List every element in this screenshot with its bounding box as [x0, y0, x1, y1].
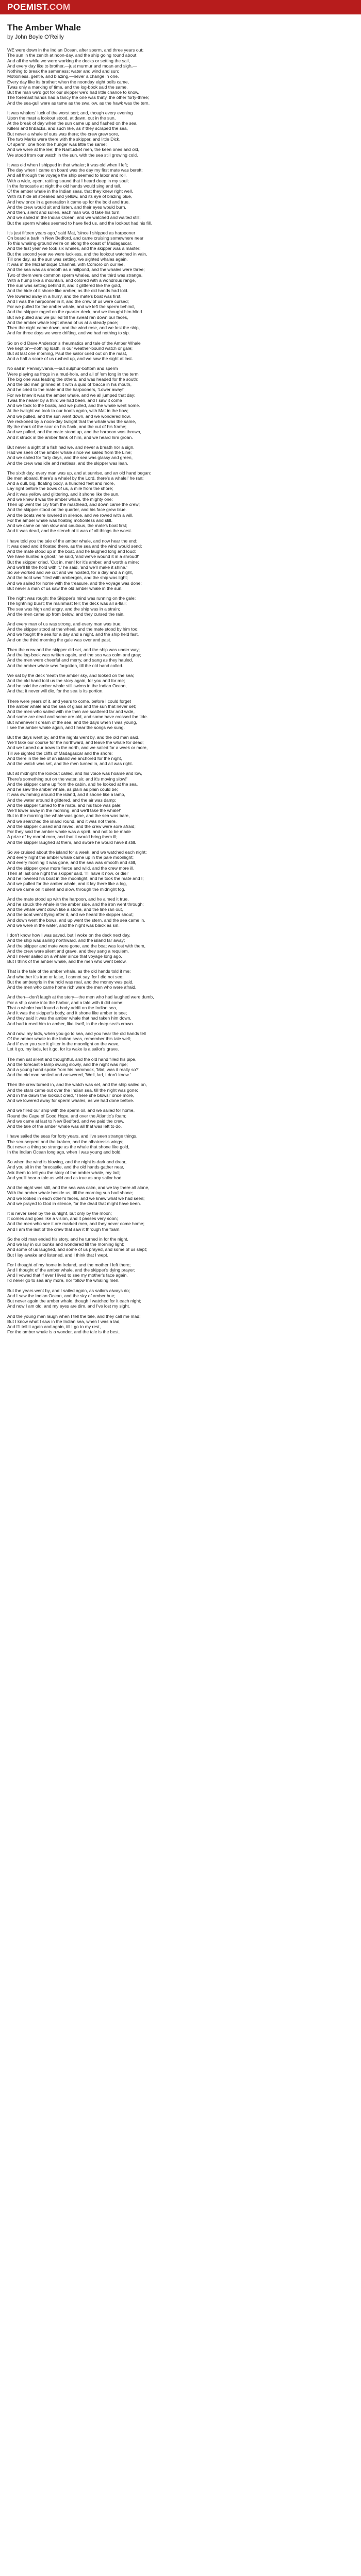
poem-line: And I was the harpooner in it, and the crew of us were cursed;: [7, 298, 129, 304]
poem-line: But never a man of us saw the old amber whale in the sun.: [7, 585, 123, 591]
poem-line: But I know what I saw in the Indian sea, when I was a lad;: [7, 1318, 121, 1324]
poem-line: By the mark of the scar on his flank, and the cut of his frame;: [7, 424, 127, 430]
poem-line: And the stars came out over the Indian sea, till the night was gone;: [7, 1087, 138, 1093]
stanza: [7, 621, 354, 642]
poem-line: Of sperm, one from the hunger was little the same;: [7, 142, 107, 147]
poem-line: And we came on it silent and slow, through the midnight fog.: [7, 886, 125, 892]
poem-line: But the ambergris in the hold was real, and the money was paid,: [7, 979, 134, 985]
poem-line: And the hold was filled with ambergris, and the ship was light;: [7, 575, 128, 581]
poem-line: And the crew were silent and grave, and they sang a requiem.: [7, 948, 129, 954]
poem-line: It was whalers' luck of the worst sort; and, though every evening: [7, 110, 133, 115]
poem-line: And we prayed to God in silence, for the dead that might have been.: [7, 1200, 141, 1206]
poem-line: For the amber whale is a wonder, and the tale is the best.: [7, 1329, 120, 1335]
poem-line: And we came on him slow and cautious, the mate's boat first;: [7, 523, 127, 529]
poem-line: We kept on—nothing loath, in our weather-bound watch or gale;: [7, 345, 133, 351]
poem-line: The sun was setting behind it, and it glittered like the gold,: [7, 283, 121, 289]
logo-suffix: .COM: [46, 2, 71, 12]
poem-line: And the tale of the amber whale was all that was left to do.: [7, 1124, 122, 1129]
poem-line: And it was yellow and glittering, and it shone like the sun,: [7, 491, 120, 497]
poem-line: And the night was still, and the sea was calm, and we lay there all alone,: [7, 1185, 150, 1191]
poem-line: I have sailed the seas for forty years, and I've seen strange things,: [7, 1133, 138, 1139]
poem-line: Every day like its brother: when the noonday eight bells came,: [7, 79, 129, 84]
poem-line: The lightning burst; the mainmast fell; the deck was all a-flail;: [7, 601, 127, 606]
poem-line: And the men came up from below, and they cursed the rain.: [7, 611, 125, 617]
poem-line: It was swimming around the island, and it shone like a lamp,: [7, 792, 125, 798]
poem-line: And we pulled for the amber whale, and it lay there like a log,: [7, 881, 127, 887]
poem-line: And then—don't laugh at the story—the men who had laughed were dumb,: [7, 994, 154, 1000]
poem-line: It was dead and it floated there, as the sea and the wind would send;: [7, 543, 142, 549]
poem-line: And the young men laugh when I tell the tale, and they call me mad;: [7, 1313, 141, 1319]
poem-line: There's something out on the water, sir, and it's moving slow!': [7, 776, 127, 782]
poem-line: And we filled our ship with the sperm oil, and we sailed for home,: [7, 1108, 135, 1113]
poem-line: Round the Cape of Good Hope, and over the Atlantic's foam;: [7, 1113, 126, 1118]
poem-line: Motionless, gentle, and blazing,—never a change in one.: [7, 74, 119, 79]
poem-line: But the days went by, and the nights went by, and the old man said,: [7, 734, 140, 740]
stanza: [7, 1133, 354, 1155]
poem-line: Then the crew and the skipper did set, and the ship was under way;: [7, 647, 140, 652]
poem-line: And you sit in the forecastle, and the old hands gather near,: [7, 1164, 124, 1170]
poem-line: That a whaler had found a body adrift on the Indian sea,: [7, 1005, 118, 1010]
poem-line: And we turned our bows to the north, and we sailed for a week or more,: [7, 745, 148, 751]
poem-line: Ask them to tell you the story of the amber whale, my lad;: [7, 1170, 120, 1175]
poem-line: And the mate stood up with the harpoon, and he aimed it true,: [7, 896, 129, 902]
poem-line: And we knew it was the amber whale, the mighty one;: [7, 496, 113, 502]
stanza: [7, 1185, 354, 1206]
poem-line: And we pulled, and the sun went down, and we wondered how.: [7, 413, 131, 419]
poem-line: We stood from our watch in the sun, with the sea still growing cold.: [7, 152, 138, 158]
poem-line: And the hide of it shone like amber, as the old hands had told.: [7, 288, 129, 294]
site-logo[interactable]: [7, 2, 70, 12]
stanza: [7, 933, 354, 964]
author-prefix: by: [7, 34, 13, 40]
poem-line: But whenever I dream of the sea, and the days when I was young,: [7, 719, 137, 725]
stanza: [7, 850, 354, 892]
poem-line: And the sea-gull were as tame as the swallow, as the hawk was the tern.: [7, 100, 150, 106]
poem-line: And whether it's true or false, I cannot say, for I did not see;: [7, 974, 124, 979]
poem-line: And the old hand told us the story again, for you and for me;: [7, 677, 125, 683]
poem-byline: [7, 34, 354, 40]
poem-line: And every man of us was strong, and every man was true;: [7, 621, 122, 626]
poem-line: But the sperm whales seemed to have fled us, and the lookout had his fill.: [7, 220, 152, 226]
poem-line: I don't know how I was saved, but I woke on the deck next day,: [7, 933, 130, 938]
stanza: [7, 470, 354, 534]
poem-line: And the mate stood up in the boat, and he laughed long and loud:: [7, 549, 136, 554]
stanza: [7, 110, 354, 158]
poem-line: And we fought the sea for a day and a night, and the ship held fast,: [7, 632, 139, 637]
poem-line: And the old man smiled and answered, 'Well, lad, I don't know.': [7, 1072, 131, 1078]
poem-line: For we knew it was the amber whale, and we all jumped that day;: [7, 392, 136, 398]
poem-line: And you'll hear a tale as wild and as true as any sailor had.: [7, 1175, 123, 1180]
poem-line: And we sailed for home with the treasure, and the voyage was done;: [7, 580, 142, 586]
poem-line: And some are dead and some are old, and some have crossed the tide.: [7, 714, 148, 720]
poem-line: Be men aboard, there's a whale! by the Lord, there's a whale!' he ran;: [7, 475, 144, 481]
poem-body: [7, 47, 354, 1335]
poem-line: At the break of day when the sun came up and flashed on the sea,: [7, 121, 138, 126]
poem-line: And the first year we took six whales, and the skipper was a master;: [7, 246, 141, 251]
poem-line: And we sailed in the Indian Ocean, and we watched and waited still;: [7, 215, 141, 221]
poem-line: And the crew would sit and listen, and their eyes would burn,: [7, 204, 126, 210]
stanza: [7, 596, 354, 617]
poem-line: And it was the skipper's body, and it shone like amber to see;: [7, 1010, 127, 1016]
poem-line: The night was rough; the Skipper's mind was running on the gale;: [7, 596, 136, 601]
poem-line: And the whale went down like a stone, and the line ran out,: [7, 907, 123, 912]
poem-line: It comes and goes like a vision, and it passes very soon;: [7, 1216, 118, 1222]
poem-line: The big one was leading the others, and was headed for the south;: [7, 376, 139, 382]
poem-line: I see the amber whale again, and I hear the songs we sung.: [7, 724, 125, 730]
poem-line: With a wide, open, rattling sound that I heard deep in my soul;: [7, 178, 129, 183]
poem-line: Upon the mast a lookout stood, at dawn, out in the sun,: [7, 115, 116, 121]
stanza: [7, 1262, 354, 1283]
poem-line: And I'll tell it again and again, till I go to my rest,: [7, 1324, 101, 1329]
poem-line: The sea was high and angry, and the ship was in a strain;: [7, 606, 120, 612]
poem-line: In the Indian Ocean long ago, when I was young and bold.: [7, 1149, 122, 1155]
poem-line: So we cruised about the island for a week, and we watched each night;: [7, 849, 147, 855]
stanza: [7, 1288, 354, 1309]
poem-line: The day when I came on board was the day my first mate was bereft;: [7, 167, 143, 173]
poem-line: And then, silent and sullen, each man would take his turn.: [7, 210, 121, 215]
poem-line: So on old Dave Anderson's rheumatics and tale of the Amber Whale: [7, 340, 141, 346]
stanza: [7, 896, 354, 928]
poem-line: But at midnight the lookout called, and his voice was hoarse and low,: [7, 771, 142, 776]
poem-line: Of the amber whale in the Indian seas, that they knew right well,: [7, 189, 133, 194]
poem-line: And the skipper and mate were gone, and the boat was lost with them,: [7, 943, 145, 948]
poem-line: And I thought of the amber whale, and the skipper's dying prayer;: [7, 1267, 136, 1273]
poem-line: Twas only a marking of time, and the log-book said the same.: [7, 84, 128, 90]
poem-line: And we came at last to New Bedford, and we paid the crew,: [7, 1118, 124, 1124]
poem-title: The Amber Whale: [7, 23, 81, 32]
stanza: [7, 445, 354, 466]
poem-line: Lay right before the bows of us, a mile from the shore;: [7, 486, 113, 492]
poem-line: And the skipper laughed at them, and swore he would have it still.: [7, 839, 136, 845]
poem-line: And all through the voyage the ship seemed to labor and roll,: [7, 173, 127, 178]
poem-line: And I never sailed on a whaler since that voyage long ago,: [7, 954, 122, 959]
poem-line: And the sea was as smooth as a millpond, and the whales were three;: [7, 267, 145, 273]
stanza: [7, 647, 354, 668]
stanza: [7, 1314, 354, 1335]
poem-line: But never again the amber whale, though I watched for it each night;: [7, 1298, 141, 1304]
poem-line: And the skipper stood at the wheel, and the mate stood by him too;: [7, 626, 139, 632]
poem-line: In the forecastle at night the old hands would sing and tell,: [7, 183, 122, 189]
poem-line: But we pulled and we pulled till the sweat ran down our faces,: [7, 314, 128, 320]
poem-line: And we searched the island round, and it was not there.: [7, 818, 117, 824]
poem-line: WE were down in the Indian Ocean, after sperm, and three years out;: [7, 47, 144, 53]
poem-line: And the amber whale kept ahead of us at a steady pace;: [7, 319, 118, 325]
stanza: [7, 994, 354, 1026]
poem-line: And a half a score of us rushed up, and we saw the sight at last.: [7, 356, 133, 362]
poem-line: Then the crew turned in, and the watch was set, and the ship sailed on,: [7, 1082, 147, 1088]
poem-line: And the skipper grew more fierce and wild, and the crew more ill.: [7, 865, 135, 871]
poem-line: But the skipper cried, 'Cut in, men! for it's amber, and worth a mine;: [7, 559, 139, 565]
poem-line: Twas the nearer by a third we had been, and I saw it come: [7, 397, 122, 403]
poem-line: And the crew was idle and restless, and the skipper was lean.: [7, 460, 128, 466]
poem-line: And the forecastle lamp swung slowly, and the night was ripe;: [7, 1061, 128, 1067]
poem-line: But I lay awake and listened, and I think that I wept.: [7, 1252, 108, 1258]
poem-line: We have hunted a ghost,' he said, 'and we've wound it in a shroud!': [7, 554, 139, 560]
poem-line: And now, my lads, when you go to sea, and you hear the old hands tell: [7, 1030, 146, 1036]
poem-line: For I thought of my home in Ireland, and the mother I left there;: [7, 1262, 131, 1267]
poem-line: And every night the amber whale came up in the pale moonlight;: [7, 855, 134, 860]
poem-line: The amber whale and the sea of glass and the sun that never set;: [7, 703, 136, 709]
stanza: [7, 230, 354, 336]
poem-line: And the skipper raged on the quarter-deck, and we thought him blind.: [7, 309, 143, 315]
poem-line: We'll take our course for the northward, and leave the whale for dead;: [7, 740, 144, 745]
poem-line: And he lowered his boat in the moonlight, and he took the mate and I;: [7, 876, 144, 881]
poem-line: So when the wind is blowing, and the night is dark and drear,: [7, 1159, 127, 1165]
poem-line: And the boat went flying after it, and we heard the skipper shout;: [7, 912, 134, 918]
poem-line: And we were at the lee; the Nantucket men, the keen ones and old,: [7, 147, 140, 152]
poem-line: And we lowered away for sperm whales, as we had done before.: [7, 1098, 135, 1104]
logo-text: POEMIST: [7, 2, 47, 12]
poem-line: But the man we'd got for our skipper we'd had little chance to know,: [7, 90, 139, 95]
poem-line: And we took to the boats, and we pulled, and the whale went home.: [7, 403, 140, 409]
poem-line: With its hide all streaked and yellow, and its eye of blazing blue,: [7, 194, 133, 199]
stanza: [7, 1211, 354, 1232]
poem-line: But I think of the amber whale, and the men who went below.: [7, 959, 127, 964]
poem-line: The sea-serpent and the kraken, and the albatross's wings;: [7, 1139, 124, 1144]
poem-line: And there in the lee of an island we anchored for the night,: [7, 755, 122, 761]
stanza: [7, 1031, 354, 1052]
poem-line: The sixth day, every man was up, and at sunrise, and an old hand began:: [7, 470, 151, 476]
poem-line: And the old man grinned at it with a quid of 'bacca in his mouth,: [7, 382, 132, 387]
poem-line: And the skipper turned to the mate, and his face was pale:: [7, 802, 122, 808]
poem-line: Then the night came down, and the wind rose, and we lost the ship,: [7, 325, 140, 331]
stanza: [7, 735, 354, 767]
poem-line: And the boats were lowered in silence, and we rowed with a will,: [7, 512, 134, 518]
poem-line: For a ship came into the harbor, and a tale with it did come;: [7, 999, 124, 1005]
poem-line: With the amber whale beside us, till the morning sun had shone;: [7, 1190, 134, 1196]
poem-line: And the men were cheerful and merry, and sang as they hauled,: [7, 657, 133, 663]
poem-line: The men sat silent and thoughtful, and the old hand filled his pipe,: [7, 1056, 137, 1062]
poem-line: And the water around it glittered, and the air was damp;: [7, 797, 117, 803]
poem-line: It's just fifteen years ago,' said Mat, 'since I shipped as harpooner: [7, 230, 136, 235]
poem-line: And how once in a generation it came up for the bold and true.: [7, 199, 130, 205]
poem-line: And we pulled, and the mate stood up, and the harpoon was thrown,: [7, 429, 141, 435]
poem-line: With a hump like a mountain, and colored with a wondrous range,: [7, 277, 136, 283]
poem-line: And for three days we were drifting, and we had nothing to sip.: [7, 330, 130, 336]
stanza: [7, 47, 354, 106]
poem-line: Let it go, my lads, let it go, for its wake is a sailor's grave.: [7, 1046, 119, 1052]
poem-line: That is the tale of the amber whale, as the old hands told it me;: [7, 969, 131, 974]
poem-line: And the skipper stood on the quarter, and his face grew blue.: [7, 507, 127, 513]
poem-line: It is never seen by the sunlight, but only by the moon;: [7, 1210, 112, 1216]
poem-line: But never a thing so strange as the whale that shone like gold,: [7, 1144, 129, 1149]
poem-line: And the ship was sailing northward, and the island far away;: [7, 938, 125, 943]
poem-line: And it struck in the amber flank of him, and we heard him groan.: [7, 434, 133, 440]
poem-line: And every morning it was gone, and the sea was smooth and still,: [7, 860, 136, 866]
stanza: [7, 162, 354, 226]
poem-line: And we lay in our bunks and wondered till the morning light;: [7, 1242, 124, 1247]
poem-line: And the men who see it are marked men, and they never come home;: [7, 1221, 145, 1227]
poem-line: Till we sighted the cliffs of Madagascar and the shore;: [7, 750, 113, 756]
poem-line: And he said the amber whale still swims in the Indian Ocean,: [7, 683, 127, 689]
poem-line: So the old man ended his story, and he turned in for the night,: [7, 1236, 128, 1242]
poem-line: It was in the Mozambique Channel, with Comoro on our lee,: [7, 262, 125, 267]
stanza: [7, 969, 354, 990]
stanza: [7, 538, 354, 591]
poem-line: And that it never will die, for the sea is its portion.: [7, 688, 104, 694]
poem-line: Were playing as frogs in a mud-hole, and all of 'em long in the term: [7, 371, 139, 377]
poem-container: [0, 14, 361, 1335]
poem-line: And I am the last of the crew that saw it through the foam.: [7, 1226, 121, 1232]
poem-line: We lowered away in a hurry, and the mate's boat was first,: [7, 293, 122, 299]
poem-line: And I vowed that if ever I lived to see my mother's face again,: [7, 1273, 128, 1278]
poem-line: And now I am old, and my eyes are dim, and I've lost my sight.: [7, 1303, 130, 1309]
poem-line: And the skipper cursed and raved, and the crew were sore afraid;: [7, 823, 136, 829]
poem-line: And if ever you see it glitter in the moonlight on the wave,: [7, 1041, 120, 1047]
poem-line: And the watch was set, and the men turned in, and all was right.: [7, 761, 133, 767]
poem-line: So we worked and we cut and we hoisted, for a day and a night,: [7, 570, 133, 575]
poem-line: But never a whale of ours was there; the crew grew sore,: [7, 131, 119, 137]
poem-line: We sat by the deck 'neath the amber sky, and looked on the sea;: [7, 672, 134, 678]
poem-line: Then at last one night the skipper said, 'I'll have it now, or die!': [7, 870, 129, 876]
poem-line: And a dull, big, floating body, a hundred feet and more,: [7, 481, 115, 486]
poem-line: For we pulled for the amber whale, and we left the sperm behind,: [7, 304, 135, 310]
poem-line: And the amber whale was forgotten, till the old hand called.: [7, 663, 124, 668]
poem-line: The sun in the zenith at noon-day, and the ship going round about;: [7, 53, 138, 58]
poem-line: And in the dawn the lookout cried, 'There she blows!' once more,: [7, 1092, 134, 1098]
poem-line: And every day like to brother,—just murmur and moan and sigh,—: [7, 63, 137, 69]
stanza: [7, 366, 354, 440]
stanza: [7, 1108, 354, 1129]
poem-line: Of the amber whale in the Indian seas, remember this tale well;: [7, 1036, 132, 1041]
poem-line: And we'll fill the hold with it,' he said, 'and we'll make it shine.': [7, 564, 127, 570]
poem-line: And the skipper came up from the cabin, and he looked at the sea,: [7, 781, 138, 787]
poem-line: And the log-book was written again, and the sea was calm and gray;: [7, 652, 141, 658]
poem-line: The two Marks were there with the skipper, and little Dick,: [7, 136, 121, 142]
poem-line: But at last one morning, Paul the sailor cried out on the mast,: [7, 351, 127, 357]
poem-line: And he struck the whale in the amber side, and the iron went through;: [7, 901, 144, 907]
poem-line: And I saw the Indian Ocean, and the sky of amber hue;: [7, 1293, 116, 1298]
poem-line: Then up went the cry from the masthead, and down came the crew;: [7, 502, 140, 507]
poem-line: We reckoned by a noon-day twilight that the whale was the same,: [7, 418, 136, 424]
stanza: [7, 771, 354, 845]
poem-line: No sail in Pennsylvania,—but sulphur-bottom and sperm: [7, 366, 118, 371]
poem-line: And he saw the amber whale, as plain as plain could be;: [7, 787, 118, 792]
stanza: [7, 699, 354, 731]
stanza: [7, 1057, 354, 1078]
poem-line: And on the third morning the gale was over and past.: [7, 637, 111, 642]
stanza: [7, 673, 354, 694]
poem-line: And we looked in each other's faces, and we knew what we had seen;: [7, 1195, 145, 1201]
poem-line: We'll lower away in the morning, and we'll take the whale!': [7, 808, 121, 814]
poem-line: For the amber whale was floating motionless and still.: [7, 517, 112, 523]
poem-line: For they said the amber whale was a spirit, and not to be made: [7, 829, 131, 835]
poem-line: But the years went by, and I sailed again, as sailors always do;: [7, 1287, 130, 1293]
site-header: [0, 0, 361, 14]
poem-line: To this whaling-ground we're on along the coast of Madagascar,: [7, 241, 133, 246]
stanza: [7, 1082, 354, 1103]
poem-line: But in the morning the whale was gone, and the sea was bare,: [7, 813, 130, 819]
poem-line: And we sailed for forty days, and the sea was glassy and green,: [7, 455, 133, 461]
poem-line: And they said it was the amber whale that had taken him down,: [7, 1015, 132, 1021]
poem-line: But the second year we were luckless, and the lookout watched in vain,: [7, 251, 147, 257]
poem-line: Nothing to break the sameness; water and wind and sun;: [7, 69, 119, 74]
poem-line: Two of them were common sperm whales, and the third was strange,: [7, 272, 143, 278]
poem-line: A prize of by mortal men, and that it would bring them ill;: [7, 834, 118, 840]
poem-line: And he cried to the mate and the harpooners, 'Lower away!': [7, 387, 124, 393]
poem-line: At the twilight we took to our boats again, with Mat in the bow;: [7, 408, 129, 414]
poem-line: And the men who sailed with me then are scattered far and wide,: [7, 709, 135, 715]
poem-line: On board a bark in New Bedford, and came cruising somewhere near: [7, 235, 144, 241]
poem-line: There were years of it, and years to come, before I could forget: [7, 698, 131, 704]
poem-line: And it was dead, and the stench of it was of all things the worst.: [7, 528, 132, 534]
poem-line: And the men who came home rich were the men who were afraid.: [7, 985, 137, 990]
poem-line: I'd never go to sea any more, nor follow the whaling men.: [7, 1278, 120, 1283]
poem-line: Killers and finbacks, and such like, as if they scraped the sea,: [7, 126, 128, 131]
poem-line: And all the while we were working the decks or setting the sail,: [7, 58, 130, 63]
poem-line: And a young hand spoke from his hammock, 'Mat, was it really so?': [7, 1067, 139, 1073]
poem-line: But never a sight of a fish had we, and never a breath nor a sign,: [7, 444, 135, 450]
stanza: [7, 341, 354, 362]
poem-line: Till one day, as the sun was setting, we sighted whales again.: [7, 256, 128, 262]
poem-line: And down went the bows, and up went the stern, and the sea came in,: [7, 917, 145, 923]
poem-line: Had we seen of the amber whale since we sailed from the Line;: [7, 450, 132, 455]
author-link[interactable]: John Boyle O'Reilly: [14, 34, 64, 40]
poem-line: I have told you the tale of the amber whale, and now hear the end;: [7, 538, 138, 544]
poem-line: The foremast hands had a fancy the one was thirty, the other forty-three;: [7, 95, 149, 100]
poem-line: And we were in the water, and the night was black as sin.: [7, 922, 120, 928]
poem-line: And some of us laughed, and some of us prayed, and some of us slept;: [7, 1247, 147, 1252]
stanza: [7, 1159, 354, 1180]
poem-line: It was old when I shipped in that whaler; it was old when I left;: [7, 162, 128, 167]
stanza: [7, 1236, 354, 1258]
poem-line: And had turned him to amber, like itself, in the deep sea's crown.: [7, 1021, 134, 1026]
